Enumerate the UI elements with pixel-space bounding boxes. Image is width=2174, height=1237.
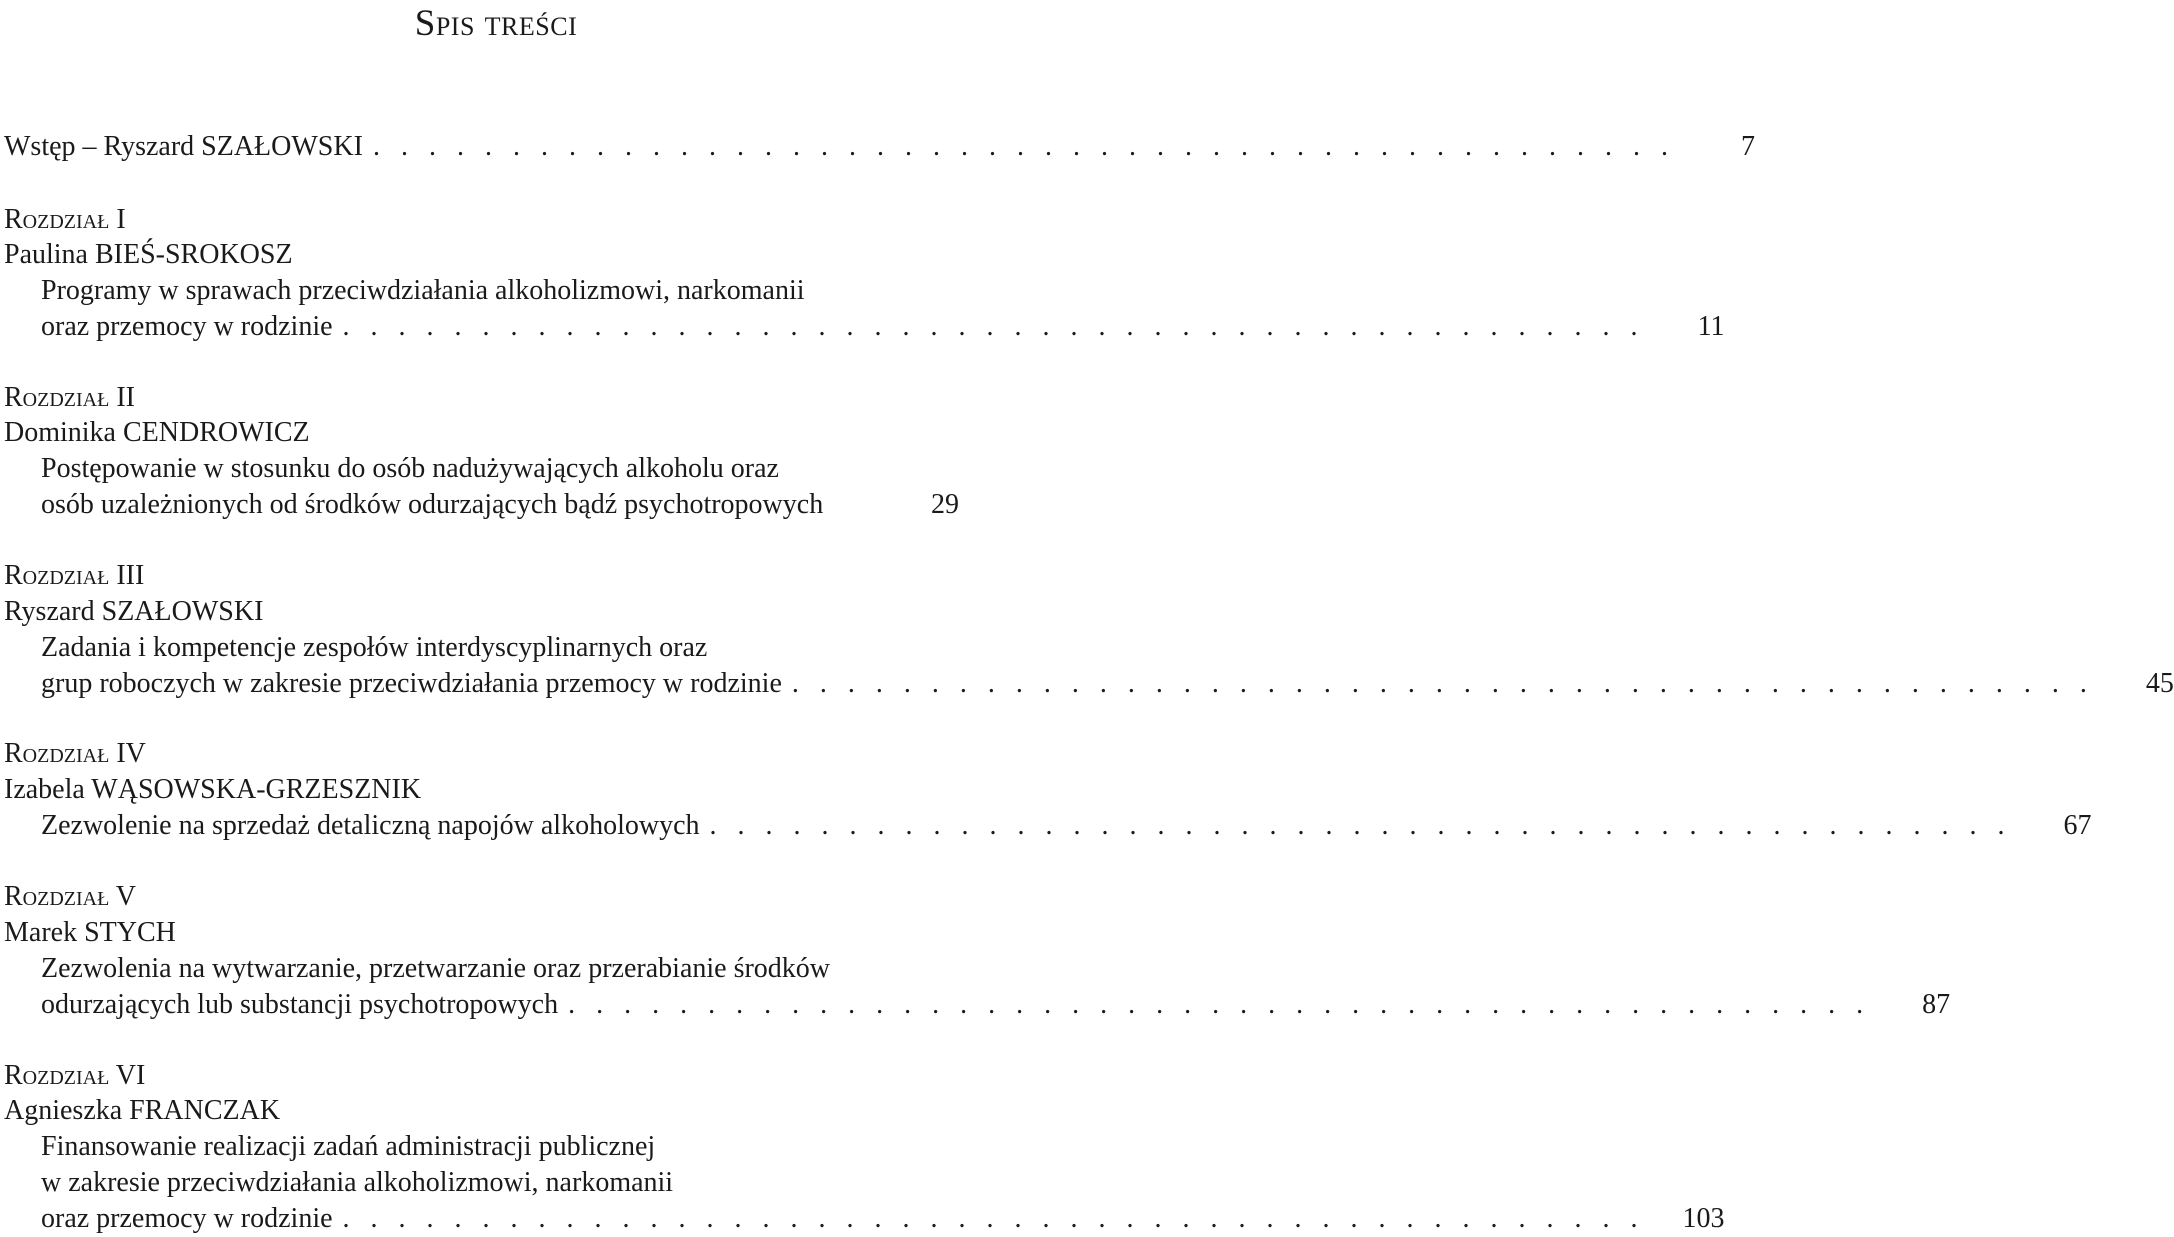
toc-entry-chapter-6[interactable] [41,1201,1725,1237]
dot-leader: . . . . . . . . . . . . . . . . . . . . . . . . . . . . . . . . . . . . . . . . . . . . . . . [709,810,2012,841]
chapter-title-line: odurzających lub substancji psychotropowych [41,989,559,1020]
page-number: 103 [1682,1203,1725,1234]
toc-entry-chapter-4[interactable] [41,808,2092,844]
chapter-title-line: Programy w sprawach przeciwdziałania alkoholizmowi, narkomanii [41,275,805,306]
chapter-label: Rozdział I [4,204,126,235]
chapter-label: Rozdział VI [4,1060,146,1091]
toc-entry-chapter-2[interactable] [41,487,959,523]
dot-leader: . . . . . . . . . . . . . . . . . . . . . . . . . . . . . . . . . . . . . . . . . . . . . . . [342,1203,1645,1234]
dot-leader: . . . . . . . . . . . . . . . . . . . . . . . . . . . . . . . . . . . . . . . . . . . . . . . [342,311,1645,342]
chapter-title-line: Zezwolenia na wytwarzanie, przetwarzanie oraz przerabianie środków [41,953,831,984]
chapter-title-line: osób uzależnionych od środków odurzających bądź psychotropowych [41,489,824,520]
page-number: 45 [2145,668,2174,699]
page-number: 29 [931,489,959,520]
page-title: Spis treści [414,3,578,44]
page-number: 7 [1740,131,1755,162]
chapter-title-line: Finansowanie realizacji zadań administracji publicznej [41,1131,656,1162]
chapter-title-line: Zezwolenie na sprzedaż detaliczną napojów alkoholowych [41,810,700,841]
toc-entry-chapter-1[interactable] [41,309,1725,345]
chapter-title-line: grup roboczych w zakresie przeciwdziałania przemocy w rodzinie [41,668,782,699]
chapter-title-line: Zadania i kompetencje zespołów interdyscyplinarnych oraz [41,632,708,663]
page-number: 11 [1697,311,1725,342]
dot-leader: . . . . . . . . . . . . . . . . . . . . . . . . . . . . . . . . . . . . . . . . . . . . . . . [791,668,2094,699]
chapter-label: Rozdział III [4,560,145,591]
dot-leader: . . . . . . . . . . . . . . . . . . . . . . . . . . . . . . . . . . . . . . . . . . . . . . . [568,989,1871,1020]
chapter-author: Marek STYCH [4,917,176,948]
dot-leader: . . . . . . . . . . . . . . . . . . . . . . . . . . . . . . . . . . . . . . . . . . . . . . . [372,131,1675,162]
chapter-author: Ryszard SZAŁOWSKI [4,596,264,627]
chapter-label: Rozdział IV [4,738,146,769]
chapter-author: Izabela WĄSOWSKA-GRZESZNIK [4,774,422,805]
chapter-label: Rozdział V [4,881,137,912]
page-number: 67 [2063,810,2092,841]
chapter-author: Paulina BIEŚ-SROKOSZ [4,239,293,270]
page-number: 87 [1922,989,1951,1020]
chapter-label: Rozdział II [4,382,135,413]
chapter-title-line: w zakresie przeciwdziałania alkoholizmowi, narkomanii [41,1167,674,1198]
chapter-title-line: oraz przemocy w rodzinie [41,311,333,342]
toc-entry-intro[interactable] [4,129,1755,165]
toc-entry-chapter-3[interactable] [41,666,2174,702]
chapter-author: Agnieszka FRANCZAK [4,1095,281,1126]
toc-entry-chapter-5[interactable] [41,987,1951,1023]
chapter-author: Dominika CENDROWICZ [4,417,310,448]
chapter-title-line: Postępowanie w stosunku do osób nadużywających alkoholu oraz [41,453,779,484]
chapter-title-line: oraz przemocy w rodzinie [41,1203,333,1234]
entry-title: Wstęp – Ryszard SZAŁOWSKI [4,131,363,162]
